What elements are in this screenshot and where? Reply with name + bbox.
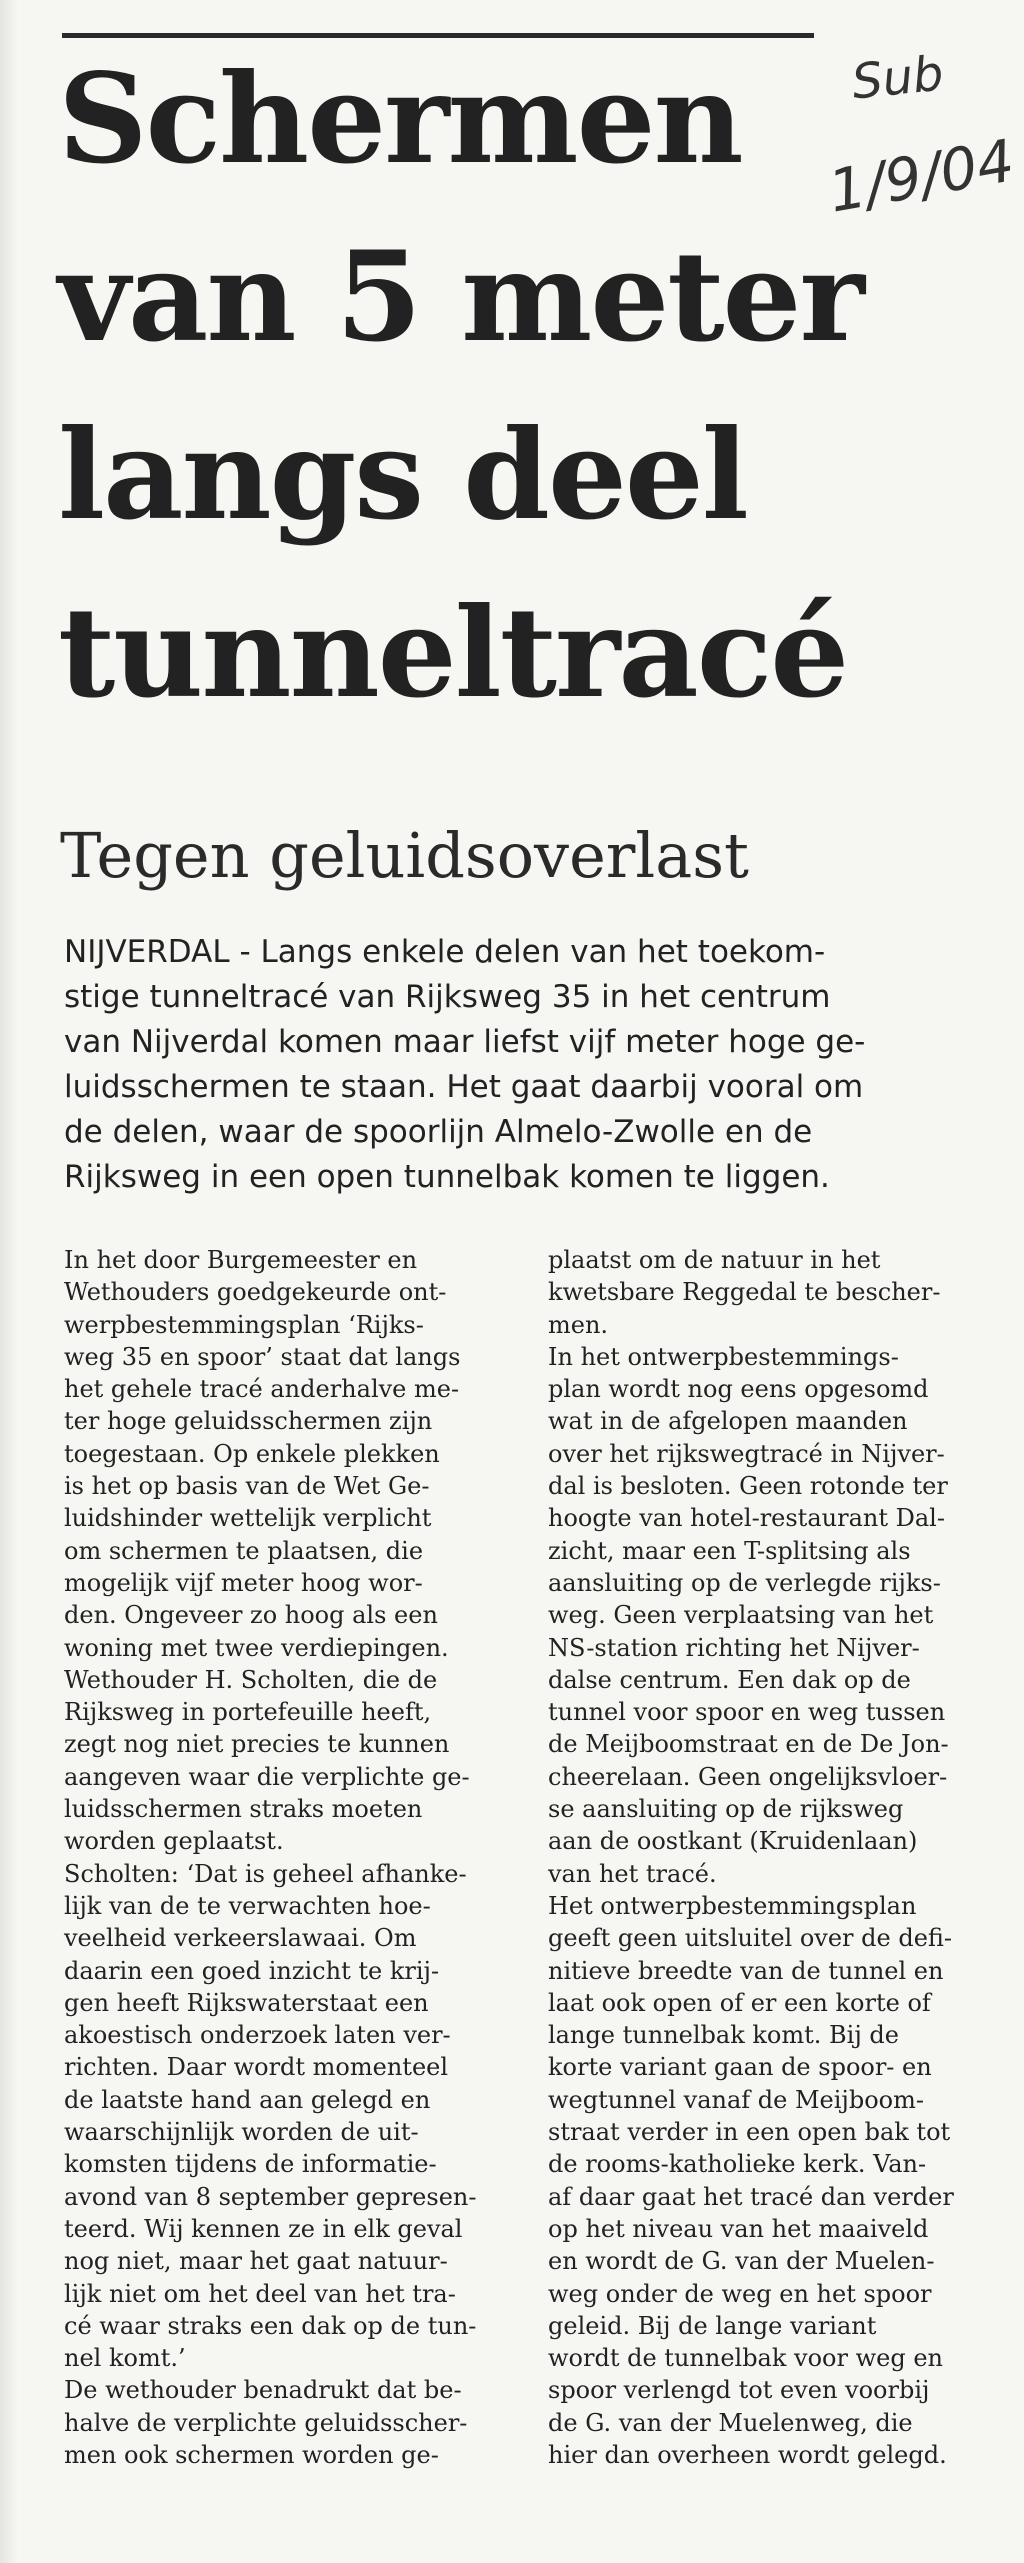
body-text-line: richten. Daar wordt momenteel xyxy=(64,2053,449,2082)
body-text-line: weg 35 en spoor’ staat dat langs xyxy=(64,1342,461,1371)
lead-line: van Nijverdal komen maar liefst vijf meter hoge ge- xyxy=(64,1024,866,1060)
body-text-line: hoogte van hotel-restaurant Dal- xyxy=(548,1504,945,1533)
body-text-line: aansluiting op de verlegde rijks- xyxy=(548,1568,941,1597)
body-text-line: werpbestemmingsplan ‘Rijks- xyxy=(64,1310,424,1339)
body-text-line: tunnel voor spoor en weg tussen xyxy=(548,1698,946,1727)
headline-line-1: Schermen xyxy=(58,47,742,192)
body-text-line: weg. Geen verplaatsing van het xyxy=(548,1601,934,1630)
body-text-line: lijk niet om het deel van het tra- xyxy=(64,2279,456,2308)
body-text-line: korte variant gaan de spoor- en xyxy=(548,2053,932,2082)
body-text-line: dalse centrum. Een dak op de xyxy=(548,1665,911,1694)
lead-line: Rijksweg in een open tunnelbak komen te liggen. xyxy=(64,1159,830,1195)
body-text-line: waarschijnlijk worden de uit- xyxy=(64,2118,419,2147)
body-text-line: de laatste hand aan gelegd en xyxy=(64,2085,431,2114)
body-text-line: cé waar straks een dak op de tun- xyxy=(64,2311,477,2340)
body-text-line: De wethouder benadrukt dat be- xyxy=(64,2376,462,2405)
body-text-line: komsten tijdens de informatie- xyxy=(64,2150,437,2179)
body-text-line: avond van 8 september gepresen- xyxy=(64,2182,477,2211)
handwritten-date: 1/9/04 xyxy=(823,126,1020,226)
body-text-line: cheerelaan. Geen ongelijksvloer- xyxy=(548,1762,948,1791)
headline-line-4: tunneltracé xyxy=(58,581,848,726)
body-text-line: aangeven waar die verplichte ge- xyxy=(64,1762,470,1791)
article-column-right xyxy=(548,1244,998,2471)
body-text-line: halve de verplichte geluidsscher- xyxy=(64,2408,468,2437)
body-text-line: geeft geen uitsluitel over de defi- xyxy=(548,1924,953,1953)
lead-line: luidsschermen te staan. Het gaat daarbij vooral om xyxy=(64,1069,864,1105)
body-text-line: dal is besloten. Geen rotonde ter xyxy=(548,1472,948,1501)
body-text-line: zicht, maar een T-splitsing als xyxy=(548,1536,911,1565)
body-text-line: de rooms-katholieke kerk. Van- xyxy=(548,2150,927,2179)
body-text-line: van het tracé. xyxy=(548,1859,717,1888)
body-text-line: toegestaan. Op enkele plekken xyxy=(64,1439,440,1468)
body-text-line: wordt de tunnelbak voor weg en xyxy=(548,2344,943,2373)
top-rule xyxy=(62,33,814,38)
body-text-line: over het rijkswegtracé in Nijver- xyxy=(548,1439,945,1468)
body-text-line: woning met twee verdiepingen. xyxy=(64,1633,449,1662)
headline-line-2: van 5 meter xyxy=(58,225,863,370)
body-text-line: men ook schermen worden ge- xyxy=(64,2440,439,2469)
body-text-line: lange tunnelbak komt. Bij de xyxy=(548,2021,899,2050)
body-text-line: worden geplaatst. xyxy=(64,1827,284,1856)
body-text-line: In het door Burgemeester en xyxy=(64,1246,418,1274)
body-text-line: akoestisch onderzoek laten ver- xyxy=(64,2021,451,2050)
headline-line-3: langs deel xyxy=(58,403,747,548)
body-text-line: op het niveau van het maaiveld xyxy=(548,2214,929,2243)
body-text-line: Wethouder H. Scholten, die de xyxy=(64,1665,438,1694)
body-text-line: luidsschermen straks moeten xyxy=(64,1795,423,1824)
body-text-line: daarin een goed inzicht te krij- xyxy=(64,1956,440,1985)
body-text-line: men. xyxy=(548,1310,609,1339)
body-text-line: om schermen te plaatsen, die xyxy=(64,1536,424,1565)
body-text-line: af daar gaat het tracé dan verder xyxy=(548,2182,954,2211)
body-text-line: ter hoge geluidsschermen zijn xyxy=(64,1407,433,1436)
paper-edge-shadow xyxy=(0,0,18,2563)
body-text-line: hier dan overheen wordt gelegd. xyxy=(548,2440,947,2469)
body-text-line: en wordt de G. van der Muelen- xyxy=(548,2247,935,2276)
handwritten-note-top: Sub xyxy=(849,45,947,111)
body-text-line: veelheid verkeerslawaai. Om xyxy=(64,1924,417,1953)
body-text-line: de G. van der Muelenweg, die xyxy=(548,2408,913,2437)
body-text-line: plan wordt nog eens opgesomd xyxy=(548,1375,929,1404)
body-text-line: teerd. Wij kennen ze in elk geval xyxy=(64,2214,463,2243)
lead-line: de delen, waar de spoorlijn Almelo-Zwolle en de xyxy=(64,1114,813,1150)
body-text-line: kwetsbare Reggedal te bescher- xyxy=(548,1278,941,1307)
body-text-line: luidshinder wettelijk verplicht xyxy=(64,1504,432,1533)
body-text-line: Rijksweg in portefeuille heeft, xyxy=(64,1698,432,1727)
body-text-line: wat in de afgelopen maanden xyxy=(548,1407,908,1436)
body-text-line: het gehele tracé anderhalve me- xyxy=(64,1375,460,1404)
body-text-line: nel komt.’ xyxy=(64,2344,186,2373)
body-text-line: laat ook open of er een korte of xyxy=(548,1988,931,2017)
lead-line: stige tunneltracé van Rijksweg 35 in het centrum xyxy=(64,979,831,1015)
body-text-line: plaatst om de natuur in het xyxy=(548,1246,881,1274)
body-text-line: Het ontwerpbestemmingsplan xyxy=(548,1891,917,1920)
body-text-line: geleid. Bij de lange variant xyxy=(548,2311,877,2340)
body-text-line: gen heeft Rijkswaterstaat een xyxy=(64,1988,429,2017)
body-text-line: wegtunnel vanaf de Meijboom- xyxy=(548,2085,924,2114)
body-text-line: NS-station richting het Nijver- xyxy=(548,1633,920,1662)
body-text-line: zegt nog niet precies te kunnen xyxy=(64,1730,450,1759)
body-text-line: se aansluiting op de rijksweg xyxy=(548,1795,904,1824)
body-text-line: den. Ongeveer zo hoog als een xyxy=(64,1601,438,1630)
body-text-line: nitieve breedte van de tunnel en xyxy=(548,1956,944,1985)
body-text-line: In het ontwerpbestemmings- xyxy=(548,1342,899,1371)
body-text-line: lijk van de te verwachten hoe- xyxy=(64,1891,431,1920)
body-text-line: mogelijk vijf meter hoog wor- xyxy=(64,1568,423,1597)
body-text-line: nog niet, maar het gaat natuur- xyxy=(64,2247,448,2276)
subheadline: Tegen geluidsoverlast xyxy=(60,819,749,892)
body-text-line: is het op basis van de Wet Ge- xyxy=(64,1472,430,1501)
body-text-line: weg onder de weg en het spoor xyxy=(548,2279,932,2308)
body-text-line: spoor verlengd tot even voorbij xyxy=(548,2376,930,2405)
body-text-line: Wethouders goedgekeurde ont- xyxy=(64,1278,447,1307)
body-text-line: Scholten: ‘Dat is geheel afhanke- xyxy=(64,1859,467,1888)
article-column-left xyxy=(64,1244,484,2471)
lead-paragraph xyxy=(64,930,984,1200)
body-text-line: straat verder in een open bak tot xyxy=(548,2118,951,2147)
lead-line: NIJVERDAL - Langs enkele delen van het toekom- xyxy=(64,934,826,970)
body-text-line: de Meijboomstraat en de De Jon- xyxy=(548,1730,949,1759)
body-text-line: aan de oostkant (Kruidenlaan) xyxy=(548,1827,918,1856)
